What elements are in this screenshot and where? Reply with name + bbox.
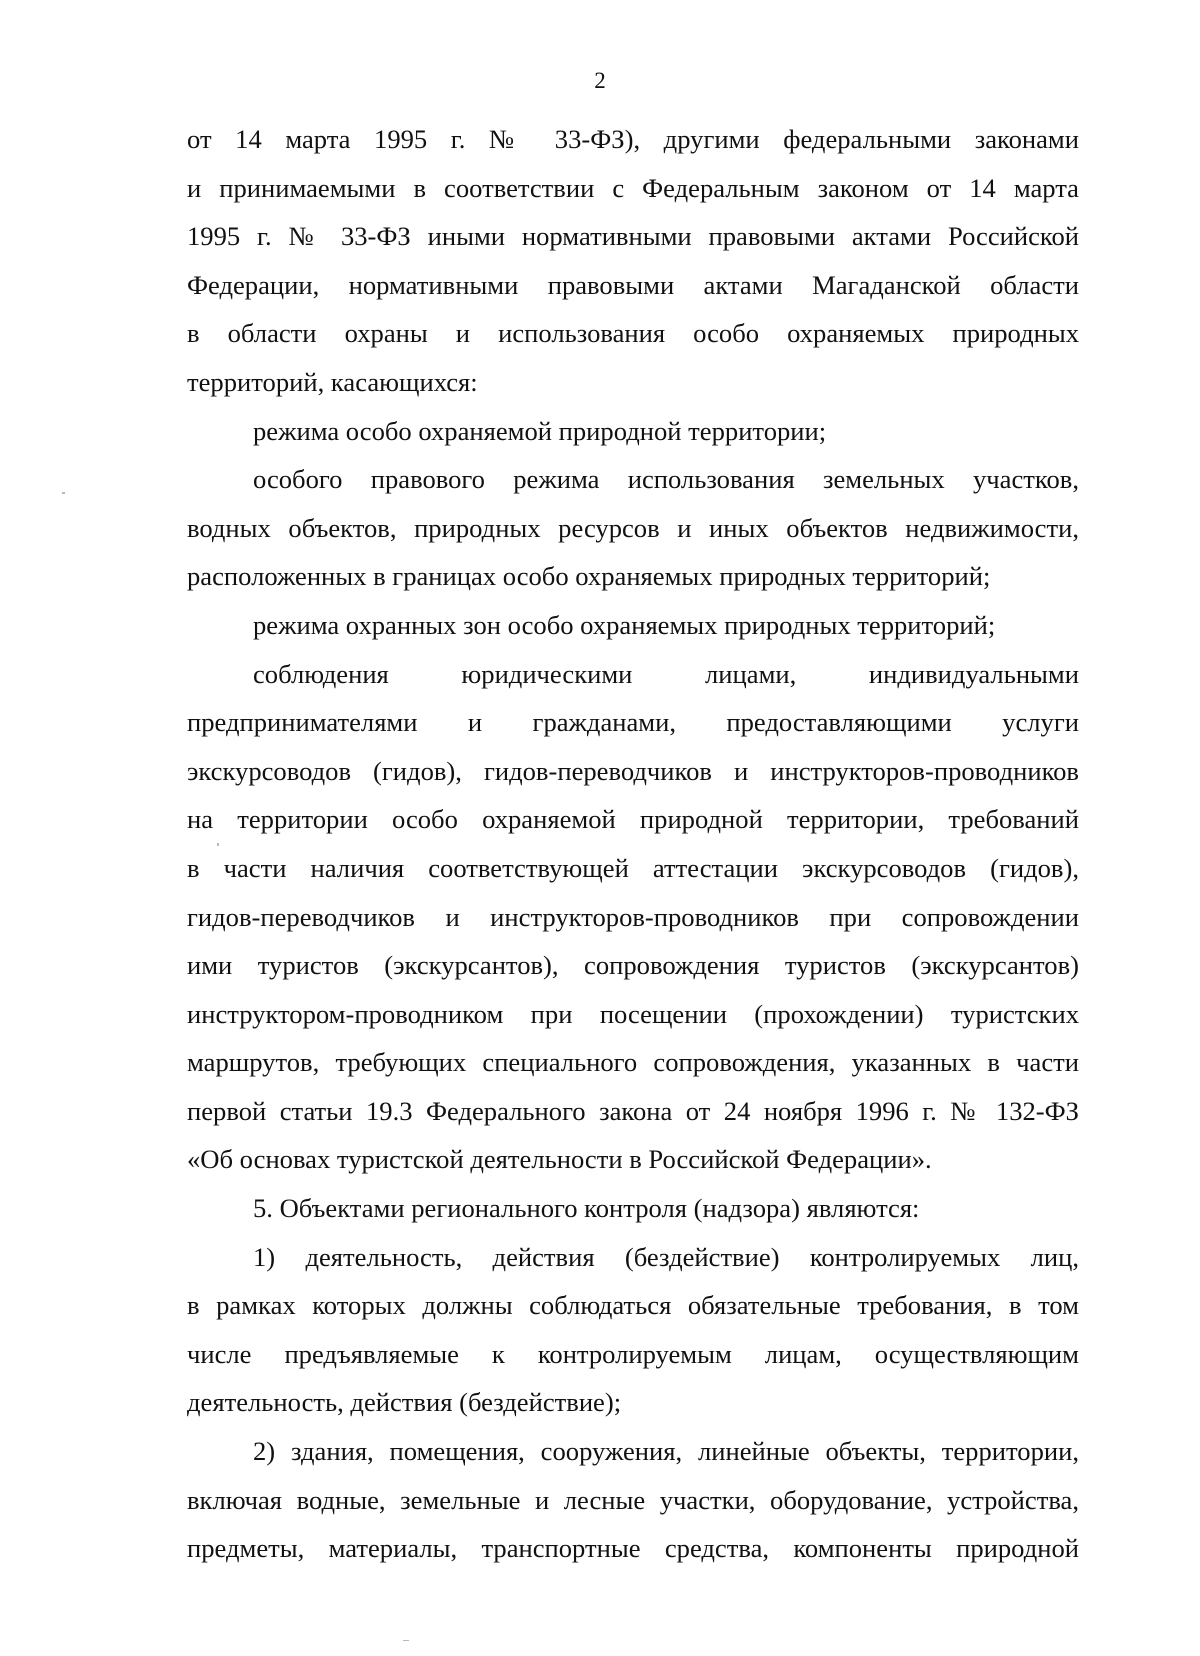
- list-item: режима особо охраняемой природной территории;: [253, 415, 827, 446]
- list-item: особого правового режима использования земельных участков,: [253, 464, 1079, 495]
- text-line: инструктором-проводником при посещении (прохождении) туристских: [187, 998, 1079, 1029]
- text-line: «Об основах туристской деятельности в Российской Федерации».: [187, 1144, 932, 1175]
- text-line: 1995 г. № 33-ФЗ иными нормативными правовыми актами Российской: [187, 221, 1079, 252]
- text-line: предметы, материалы, транспортные средства, компоненты природной: [187, 1533, 1079, 1564]
- text-line: маршрутов, требующих специального сопровождения, указанных в части: [187, 1047, 1079, 1078]
- text-line: в рамках которых должны соблюдаться обязательные требования, в том: [187, 1290, 1079, 1321]
- text-line: и принимаемыми в соответствии с Федеральным законом от 14 марта: [187, 172, 1079, 203]
- text-line: деятельность, действия (бездействие);: [187, 1387, 622, 1418]
- text-line: предпринимателями и гражданами, предоставляющими услуги: [187, 707, 1079, 738]
- text-line: ими туристов (экскурсантов), сопровождения туристов (экскурсантов): [187, 950, 1079, 981]
- list-item: соблюдения юридическими лицами, индивидуальными: [253, 658, 1079, 689]
- list-item: режима охранных зон особо охраняемых природных территорий;: [253, 609, 996, 640]
- text-line: расположенных в границах особо охраняемых природных территорий;: [187, 561, 991, 592]
- text-line: Федерации, нормативными правовыми актами Магаданской области: [187, 269, 1079, 300]
- page-number: 2: [594, 68, 606, 93]
- list-item: 2) здания, помещения, сооружения, линейные объекты, территории,: [253, 1436, 1079, 1467]
- text-line: территорий, касающихся:: [187, 366, 478, 397]
- scan-mark: [62, 492, 65, 494]
- section-heading: 5. Объектами регионального контроля (надзора) являются:: [253, 1193, 920, 1224]
- document-body: [187, 115, 1079, 1573]
- text-line: в части наличия соответствующей аттестации экскурсоводов (гидов),: [187, 852, 1079, 883]
- text-line: числе предъявляемые к контролируемым лицам, осуществляющим: [187, 1338, 1079, 1369]
- text-line: в области охраны и использования особо охраняемых природных: [187, 318, 1079, 349]
- text-line: экскурсоводов (гидов), гидов-переводчиков и инструкторов-проводников: [187, 755, 1079, 786]
- text-line: на территории особо охраняемой природной территории, требований: [187, 804, 1079, 835]
- text-line: водных объектов, природных ресурсов и иных объектов недвижимости,: [187, 512, 1079, 543]
- text-line: гидов-переводчиков и инструкторов-проводников при сопровождении: [187, 901, 1079, 932]
- text-line: от 14 марта 1995 г. № 33-ФЗ), другими федеральными законами: [187, 124, 1079, 154]
- scan-mark: [217, 843, 219, 846]
- text-line: первой статьи 19.3 Федерального закона от 24 ноября 1996 г. № 132-ФЗ: [187, 1095, 1079, 1126]
- list-item: 1) деятельность, действия (бездействие) контролируемых лиц,: [253, 1241, 1079, 1272]
- scan-mark: [403, 1640, 409, 1641]
- text-line: включая водные, земельные и лесные участки, оборудование, устройства,: [187, 1484, 1079, 1515]
